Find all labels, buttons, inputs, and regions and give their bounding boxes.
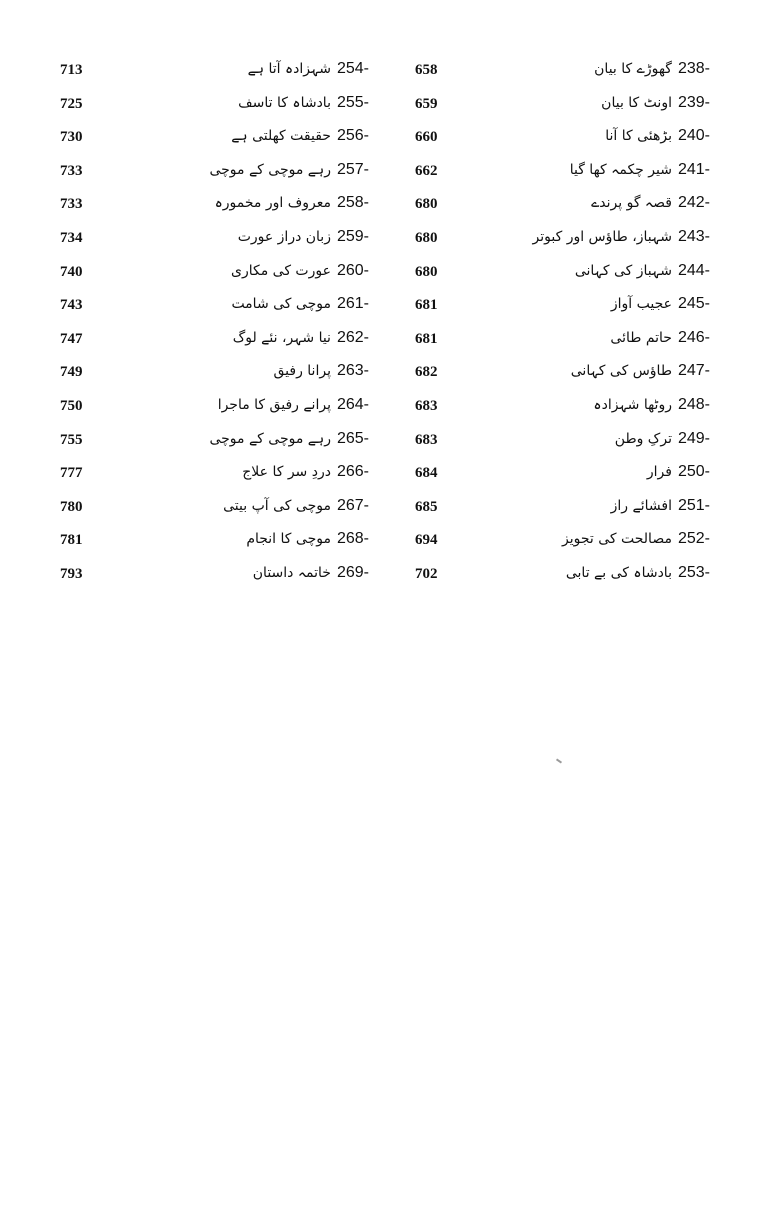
chapter-number: 250- [677, 463, 710, 481]
toc-column-right [384, 56, 768, 594]
chapter-entry [450, 528, 710, 550]
page-number: 725 [60, 95, 83, 112]
page-number: 743 [60, 297, 83, 314]
chapter-title: بادشاہ کی بے تابی [565, 564, 672, 581]
chapter-number: 244- [677, 261, 710, 279]
chapter-title: عورت کی مکاری [230, 262, 331, 279]
chapter-entry [450, 428, 710, 450]
toc-row [0, 291, 384, 325]
page-number: 740 [60, 263, 83, 280]
chapter-entry [450, 461, 710, 483]
chapter-number: 262- [336, 328, 369, 346]
chapter-number: 238- [677, 60, 710, 77]
chapter-number: 267- [336, 496, 369, 514]
chapter-entry [109, 495, 369, 517]
chapter-title: مصالحت کی تجویز [561, 531, 672, 548]
chapter-entry [450, 159, 710, 181]
page-number: 683 [415, 397, 438, 414]
chapter-title: شہزادہ آتا ہے [247, 61, 331, 77]
chapter-title: عجیب آواز [610, 296, 672, 313]
chapter-number: 249- [677, 429, 710, 447]
toc-row [0, 526, 384, 560]
chapter-number: 252- [677, 530, 710, 548]
chapter-number: 266- [336, 463, 369, 481]
chapter-number: 260- [336, 261, 369, 279]
page-number: 793 [60, 565, 83, 582]
chapter-title: اونٹ کا بیان [601, 94, 672, 111]
toc-row [384, 526, 768, 560]
toc-row [384, 258, 768, 292]
chapter-number: 254- [336, 60, 369, 77]
toc-row [384, 291, 768, 325]
chapter-entry [450, 92, 710, 114]
chapter-title: حقیقت کھلتی ہے [231, 128, 331, 145]
chapter-number: 269- [336, 563, 369, 581]
chapter-title: معروف اور مخمورہ [214, 195, 331, 212]
chapter-entry [450, 58, 710, 80]
toc-row [384, 224, 768, 258]
chapter-entry [109, 428, 369, 450]
chapter-title: پرانے رفیق کا ماجرا [217, 396, 331, 413]
chapter-number: 268- [336, 530, 369, 548]
page-number: 777 [60, 465, 83, 482]
page-number: 684 [415, 465, 438, 482]
chapter-entry [109, 260, 369, 282]
chapter-number: 263- [336, 362, 369, 380]
page-number: 680 [415, 196, 438, 213]
chapter-title: دردِ سر کا علاج [242, 464, 331, 481]
page-number: 747 [60, 330, 83, 347]
toc-row [384, 493, 768, 527]
chapter-title: قصہ گو پرندے [591, 195, 672, 212]
chapter-title: شیر چکمہ کھا گیا [569, 161, 672, 178]
toc-column-left [0, 56, 384, 594]
chapter-number: 242- [677, 194, 710, 212]
toc-row [0, 224, 384, 258]
page-number: 681 [415, 330, 438, 347]
chapter-title: رہے موچی کے موچی [209, 430, 331, 447]
toc-row [0, 358, 384, 392]
chapter-title: روٹھا شہزادہ [593, 396, 672, 413]
toc-row [0, 90, 384, 124]
chapter-number: 247- [677, 362, 710, 380]
chapter-title: موچی کی شامت [231, 296, 331, 313]
chapter-entry [109, 394, 369, 416]
page-number: 681 [415, 297, 438, 314]
chapter-title: نیا شہر، نئے لوگ [232, 329, 331, 346]
chapter-title: موچی کا انجام [246, 531, 331, 548]
chapter-entry [450, 293, 710, 315]
chapter-title: ترکِ وطن [614, 430, 672, 447]
chapter-title: افشائے راز [610, 497, 672, 514]
chapter-number: 253- [677, 563, 710, 581]
page-number: 734 [60, 229, 83, 246]
toc-row [0, 157, 384, 191]
chapter-number: 241- [677, 160, 710, 178]
chapter-entry [450, 360, 710, 382]
chapter-entry [450, 562, 710, 584]
chapter-title: موچی کی آپ بیتی [223, 497, 331, 514]
chapter-title: زبان دراز عورت [237, 228, 331, 245]
chapter-title: طاؤس کی کہانی [570, 363, 672, 380]
page-number: 680 [415, 229, 438, 246]
toc-row [0, 426, 384, 460]
chapter-title: شہباز کی کہانی [574, 262, 672, 279]
toc-row [384, 358, 768, 392]
chapter-title: گھوڑے کا بیان [594, 61, 672, 77]
chapter-entry [450, 495, 710, 517]
toc-row [384, 123, 768, 157]
page-number: 749 [60, 364, 83, 381]
toc-row [0, 56, 384, 90]
chapter-number: 239- [677, 93, 710, 111]
toc-row [0, 459, 384, 493]
chapter-entry [109, 562, 369, 584]
chapter-entry [109, 125, 369, 147]
chapter-entry [109, 360, 369, 382]
page-number: 713 [60, 62, 83, 78]
chapter-number: 243- [677, 227, 710, 245]
chapter-number: 251- [677, 496, 710, 514]
toc-row [384, 560, 768, 594]
page-number: 680 [415, 263, 438, 280]
toc-row [0, 560, 384, 594]
chapter-title: رہے موچی کے موچی [209, 161, 331, 178]
toc-row [384, 56, 768, 90]
chapter-entry [109, 58, 369, 80]
chapter-title: حاتم طائی [610, 329, 672, 346]
chapter-entry [450, 192, 710, 214]
chapter-entry [109, 192, 369, 214]
toc-row [0, 123, 384, 157]
chapter-entry [109, 226, 369, 248]
chapter-number: 240- [677, 127, 710, 145]
toc-row [384, 392, 768, 426]
page-number: 730 [60, 129, 83, 146]
chapter-title: بڑھئی کا آنا [605, 128, 672, 145]
page-number: 780 [60, 498, 83, 515]
page-number: 733 [60, 162, 83, 179]
chapter-entry [450, 327, 710, 349]
chapter-number: 246- [677, 328, 710, 346]
chapter-entry [109, 293, 369, 315]
chapter-title: شہباز، طاؤس اور کبوتر [532, 228, 672, 245]
toc-row [0, 493, 384, 527]
toc-row [384, 426, 768, 460]
chapter-number: 264- [336, 395, 369, 413]
page-number: 659 [415, 95, 438, 112]
chapter-number: 261- [336, 295, 369, 313]
toc-row [0, 325, 384, 359]
table-of-contents [0, 56, 768, 594]
scan-speck [556, 758, 562, 763]
chapter-title: فرار [646, 464, 672, 481]
chapter-entry [450, 394, 710, 416]
chapter-entry [109, 528, 369, 550]
chapter-number: 265- [336, 429, 369, 447]
chapter-entry [450, 260, 710, 282]
chapter-number: 258- [336, 194, 369, 212]
page-number: 702 [415, 565, 438, 582]
chapter-number: 248- [677, 395, 710, 413]
chapter-entry [450, 226, 710, 248]
chapter-entry [109, 461, 369, 483]
chapter-number: 245- [677, 295, 710, 313]
toc-row [384, 157, 768, 191]
page-number: 733 [60, 196, 83, 213]
toc-row [384, 90, 768, 124]
page-number: 658 [415, 62, 438, 78]
chapter-number: 257- [336, 160, 369, 178]
toc-row [0, 258, 384, 292]
chapter-title: خاتمہ داستان [252, 564, 331, 581]
chapter-number: 256- [336, 127, 369, 145]
toc-row [384, 459, 768, 493]
chapter-entry [109, 327, 369, 349]
chapter-entry [450, 125, 710, 147]
page-number: 662 [415, 162, 438, 179]
page-number: 781 [60, 532, 83, 549]
page-number: 755 [60, 431, 83, 448]
chapter-number: 255- [336, 93, 369, 111]
toc-row [0, 190, 384, 224]
chapter-entry [109, 92, 369, 114]
chapter-title: بادشاہ کا تاسف [238, 94, 331, 111]
toc-row [384, 325, 768, 359]
chapter-number: 259- [336, 227, 369, 245]
page-number: 683 [415, 431, 438, 448]
chapter-title: پرانا رفیق [273, 363, 331, 380]
page-number: 694 [415, 532, 438, 549]
page-number: 682 [415, 364, 438, 381]
chapter-entry [109, 159, 369, 181]
page-number: 685 [415, 498, 438, 515]
toc-row [0, 392, 384, 426]
page-number: 750 [60, 397, 83, 414]
toc-row [384, 190, 768, 224]
page-number: 660 [415, 129, 438, 146]
